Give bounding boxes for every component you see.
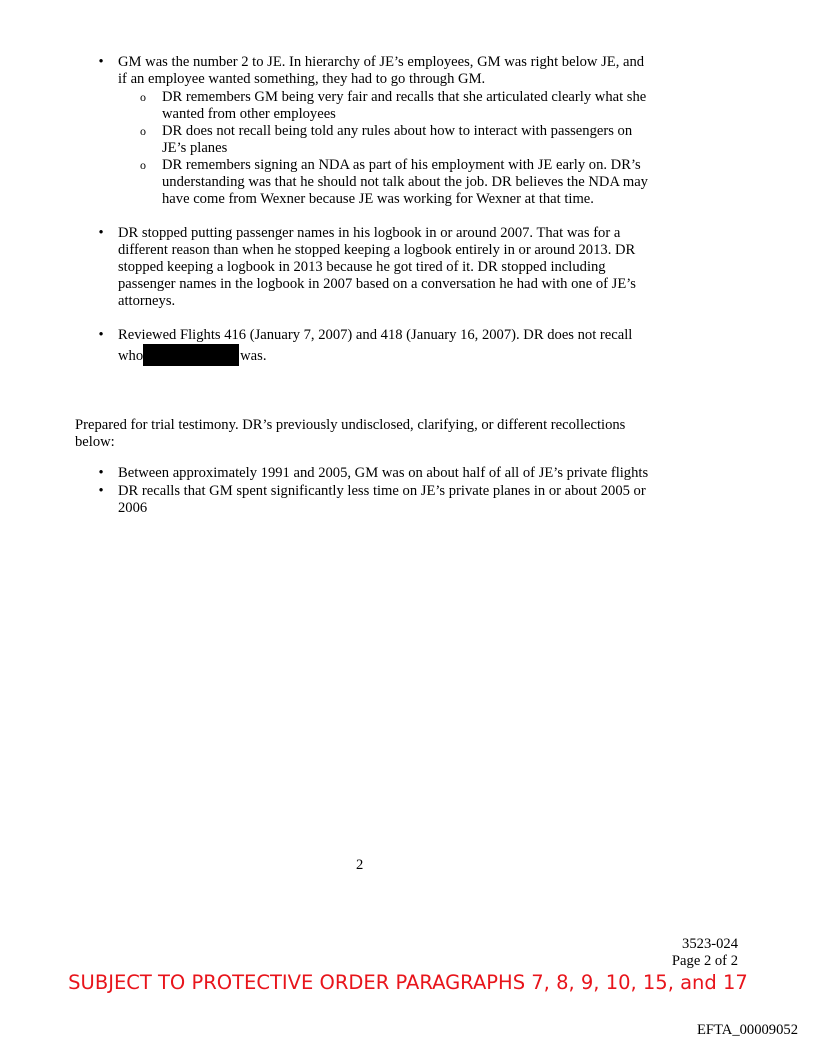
bullet-item [96, 225, 656, 310]
bullet-item [96, 465, 656, 482]
bullet-dot-icon: • [98, 225, 104, 241]
bullet-text: DR stopped putting passenger names in his logbook in or around 2007. That was for a different reason than when he stopped keeping a logbook entirely in or around 2013. DR stopped keeping a logbook in 2013 because he got tired of it. DR stopped including passenger names in the logbook in 2007 based on a conversation he had with one of JE’s attorneys. [118, 225, 636, 309]
document-footer-code [672, 936, 738, 970]
sub-bullet-list [140, 89, 656, 208]
sub-bullet-text: DR remembers GM being very fair and recalls that she articulated clearly what she wanted from other employees [162, 89, 647, 122]
doc-code: 3523-024 [682, 936, 738, 952]
bullet-text: GM was the number 2 to JE. In hierarchy of JE’s employees, GM was right below JE, and if an employee wanted something, they had to go through GM. [118, 54, 645, 87]
protective-order-banner: SUBJECT TO PROTECTIVE ORDER PARAGRAPHS 7, 8, 9, 10, 15, and 17 [68, 971, 748, 994]
recollections-bullet-list [96, 465, 656, 517]
interview-bullet-list [96, 54, 656, 366]
bullet-item [96, 483, 656, 517]
page-of-indicator: Page 2 of 2 [671, 953, 738, 969]
circle-bullet-icon: o [140, 90, 146, 104]
redaction-box [143, 344, 239, 366]
sub-bullet-text: DR remembers signing an NDA as part of his employment with JE early on. DR’s understanding was that he should not talk about the job. DR believes the NDA may have come from Wexner because JE was working for Wexner at that time. [162, 157, 648, 207]
sub-bullet-text: DR does not recall being told any rules about how to interact with passengers on JE’s planes [162, 123, 633, 156]
page-number: 2 [356, 857, 364, 873]
circle-bullet-icon: o [140, 124, 146, 138]
bullet-item [96, 327, 656, 366]
sub-bullet-item [140, 123, 656, 157]
bullet-text: Between approximately 1991 and 2005, GM was on about half of all of JE’s private flights [118, 465, 649, 481]
circle-bullet-icon: o [140, 158, 146, 172]
bullet-dot-icon: • [98, 465, 104, 481]
bullet-dot-icon: • [98, 54, 104, 70]
bullet-text-before-redaction: Reviewed Flights 416 (January 7, 2007) and 418 (January 16, 2007). DR does not recall who [118, 327, 633, 364]
bullet-text-after-redaction: was. [240, 348, 267, 364]
trial-prep-intro: Prepared for trial testimony. DR’s previously undisclosed, clarifying, or different recollections below: [75, 417, 626, 450]
sub-bullet-item [140, 157, 656, 208]
bullet-dot-icon: • [98, 327, 104, 343]
bullet-item [96, 54, 656, 208]
bates-number: EFTA_00009052 [697, 1022, 798, 1038]
sub-bullet-item [140, 89, 656, 123]
bullet-dot-icon: • [98, 483, 104, 499]
bullet-text: DR recalls that GM spent significantly less time on JE’s private planes in or about 2005 or 2006 [118, 483, 646, 516]
